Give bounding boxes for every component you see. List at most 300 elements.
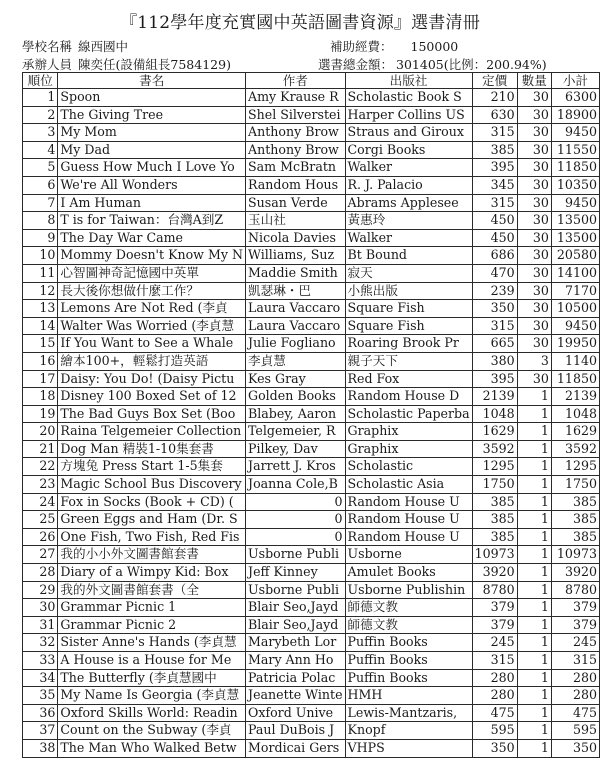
- cell-subtotal: 7170: [551, 282, 599, 300]
- cell-title: We're All Wonders: [58, 176, 246, 194]
- cell-price: 395: [472, 370, 517, 388]
- cell-subtotal: 14100: [551, 264, 599, 282]
- cell-publisher: 黃惠玲: [345, 212, 472, 230]
- cell-rank: 1: [23, 89, 58, 107]
- cell-rank: 17: [23, 370, 58, 388]
- cell-publisher: Knopf: [345, 722, 472, 740]
- cell-title: 方塊兔 Press Start 1-5集套: [58, 458, 246, 476]
- cell-title: Walter Was Worried (李貞慧: [58, 317, 246, 335]
- cell-quantity: 30: [517, 124, 551, 142]
- table-row: [23, 124, 600, 142]
- cell-price: 450: [472, 212, 517, 230]
- cell-title: Spoon: [58, 89, 246, 107]
- cell-publisher: Random House U: [345, 528, 472, 546]
- cell-author: Jarrett J. Kros: [246, 458, 346, 476]
- cell-title: Oxford Skills World: Readin: [58, 704, 246, 722]
- cell-subtotal: 3592: [551, 440, 599, 458]
- cell-title: 我的小小外文圖書館套書: [58, 546, 246, 564]
- cell-title: The Bad Guys Box Set (Boo: [58, 405, 246, 423]
- table-row: [23, 264, 600, 282]
- cell-subtotal: 385: [551, 528, 599, 546]
- cell-title: 繪本100+，輕鬆打造英語: [58, 352, 246, 370]
- table-row: [23, 176, 600, 194]
- cell-price: 379: [472, 616, 517, 634]
- table-row: [23, 722, 600, 740]
- cell-author: Oxford Unive: [246, 704, 346, 722]
- cell-publisher: Puffin Books: [345, 669, 472, 687]
- total-value: 301405(比例：200.94%): [396, 57, 547, 72]
- cell-quantity: 1: [517, 493, 551, 511]
- cell-price: 379: [472, 599, 517, 617]
- cell-quantity: 30: [517, 229, 551, 247]
- cell-author: Telgemeier, R: [246, 423, 346, 441]
- cell-author: Mary Ann Ho: [246, 652, 346, 670]
- cell-rank: 36: [23, 704, 58, 722]
- cell-subtotal: 11850: [551, 370, 599, 388]
- cell-price: 385: [472, 141, 517, 159]
- cell-price: 1048: [472, 405, 517, 423]
- cell-title: If You Want to See a Whale: [58, 335, 246, 353]
- cell-price: 245: [472, 634, 517, 652]
- cell-rank: 29: [23, 581, 58, 599]
- cell-publisher: Scholastic: [345, 458, 472, 476]
- cell-quantity: 30: [517, 89, 551, 107]
- cell-author: 0: [246, 528, 346, 546]
- cell-quantity: 30: [517, 106, 551, 124]
- subsidy-value: 150000: [410, 39, 459, 54]
- cell-rank: 13: [23, 300, 58, 318]
- cell-publisher: Straus and Giroux: [345, 124, 472, 142]
- cell-title: Grammar Picnic 1: [58, 599, 246, 617]
- cell-price: 1629: [472, 423, 517, 441]
- cell-title: The Man Who Walked Betw: [58, 739, 246, 757]
- cell-publisher: Lewis-Mantzaris,: [345, 704, 472, 722]
- table-row: [23, 159, 600, 177]
- cell-quantity: 30: [517, 194, 551, 212]
- cell-quantity: 1: [517, 564, 551, 582]
- cell-title: Grammar Picnic 2: [58, 616, 246, 634]
- cell-quantity: 30: [517, 317, 551, 335]
- cell-author: Random Hous: [246, 176, 346, 194]
- header-price: 定價: [472, 73, 517, 89]
- cell-author: Usborne Publi: [246, 581, 346, 599]
- cell-author: Jeanette Winte: [246, 687, 346, 705]
- cell-author: Julie Fogliano: [246, 335, 346, 353]
- cell-title: Sister Anne's Hands (李貞慧: [58, 634, 246, 652]
- cell-quantity: 1: [517, 458, 551, 476]
- table-body: [23, 89, 600, 758]
- cell-price: 315: [472, 194, 517, 212]
- cell-price: 595: [472, 722, 517, 740]
- cell-publisher: Random House U: [345, 493, 472, 511]
- cell-quantity: 30: [517, 370, 551, 388]
- cell-publisher: Bt Bound: [345, 247, 472, 265]
- handler-label: 承辦人員: [22, 57, 73, 72]
- cell-price: 315: [472, 652, 517, 670]
- cell-publisher: VHPS: [345, 739, 472, 757]
- cell-quantity: 1: [517, 652, 551, 670]
- cell-price: 8780: [472, 581, 517, 599]
- cell-title: 長大後你想做什麼工作？: [58, 282, 246, 300]
- cell-price: 475: [472, 704, 517, 722]
- table-row: [23, 581, 600, 599]
- handler-value: 陳奕任(設備組長7584129): [78, 57, 231, 72]
- cell-quantity: 1: [517, 687, 551, 705]
- school-info: [22, 37, 128, 55]
- cell-quantity: 1: [517, 616, 551, 634]
- cell-title: One Fish, Two Fish, Red Fis: [58, 528, 246, 546]
- cell-author: Laura Vaccaro: [246, 317, 346, 335]
- cell-price: 280: [472, 669, 517, 687]
- cell-publisher: Puffin Books: [345, 634, 472, 652]
- cell-publisher: 師德文教: [345, 616, 472, 634]
- cell-subtotal: 6300: [551, 89, 599, 107]
- header-author: 作者: [246, 73, 346, 89]
- cell-title: Fox in Socks (Book + CD) (: [58, 493, 246, 511]
- cell-title: The Day War Came: [58, 229, 246, 247]
- cell-title: Raina Telgemeier Collection: [58, 423, 246, 441]
- table-row: [23, 388, 600, 406]
- book-list-table: [22, 72, 600, 758]
- cell-quantity: 1: [517, 704, 551, 722]
- cell-price: 380: [472, 352, 517, 370]
- cell-author: Laura Vaccaro: [246, 300, 346, 318]
- cell-title: The Giving Tree: [58, 106, 246, 124]
- cell-rank: 38: [23, 739, 58, 757]
- table-row: [23, 493, 600, 511]
- cell-author: 0: [246, 493, 346, 511]
- table-row: [23, 546, 600, 564]
- subsidy-label: 補助經費：: [330, 39, 393, 54]
- cell-publisher: R. J. Palacio: [345, 176, 472, 194]
- cell-quantity: 30: [517, 335, 551, 353]
- cell-subtotal: 20580: [551, 247, 599, 265]
- cell-subtotal: 280: [551, 669, 599, 687]
- cell-author: Usborne Publi: [246, 546, 346, 564]
- cell-subtotal: 475: [551, 704, 599, 722]
- header-title: 書名: [58, 73, 246, 89]
- header-quantity: 數量: [517, 73, 551, 89]
- cell-subtotal: 2139: [551, 388, 599, 406]
- cell-quantity: 1: [517, 388, 551, 406]
- cell-author: Kes Gray: [246, 370, 346, 388]
- cell-rank: 14: [23, 317, 58, 335]
- table-row: [23, 352, 600, 370]
- table-row: [23, 739, 600, 757]
- cell-publisher: 寂天: [345, 264, 472, 282]
- cell-rank: 2: [23, 106, 58, 124]
- cell-publisher: Graphix: [345, 440, 472, 458]
- cell-title: Count on the Subway (李貞: [58, 722, 246, 740]
- cell-rank: 11: [23, 264, 58, 282]
- cell-publisher: Square Fish: [345, 300, 472, 318]
- cell-price: 450: [472, 229, 517, 247]
- table-row: [23, 229, 600, 247]
- table-row: [23, 247, 600, 265]
- total-info: [318, 55, 547, 73]
- cell-author: Marybeth Lor: [246, 634, 346, 652]
- cell-publisher: Random House U: [345, 511, 472, 529]
- cell-quantity: 30: [517, 282, 551, 300]
- cell-quantity: 1: [517, 440, 551, 458]
- total-label: 選書總金額：: [318, 57, 394, 72]
- cell-price: 3920: [472, 564, 517, 582]
- cell-author: Blair Seo,Jayd: [246, 599, 346, 617]
- cell-quantity: 1: [517, 581, 551, 599]
- cell-subtotal: 8780: [551, 581, 599, 599]
- cell-quantity: 30: [517, 247, 551, 265]
- cell-author: Nicola Davies: [246, 229, 346, 247]
- cell-subtotal: 10500: [551, 300, 599, 318]
- cell-rank: 21: [23, 440, 58, 458]
- cell-quantity: 30: [517, 300, 551, 318]
- cell-publisher: Amulet Books: [345, 564, 472, 582]
- cell-publisher: Scholastic Asia: [345, 476, 472, 494]
- cell-quantity: 30: [517, 176, 551, 194]
- cell-rank: 34: [23, 669, 58, 687]
- cell-author: Anthony Brow: [246, 141, 346, 159]
- table-row: [23, 300, 600, 318]
- cell-title: A House is a House for Me: [58, 652, 246, 670]
- cell-price: 385: [472, 528, 517, 546]
- cell-rank: 35: [23, 687, 58, 705]
- cell-price: 686: [472, 247, 517, 265]
- cell-publisher: Usborne: [345, 546, 472, 564]
- cell-publisher: Abrams Applesee: [345, 194, 472, 212]
- table-header-row: [23, 73, 600, 89]
- cell-author: Blair Seo,Jayd: [246, 616, 346, 634]
- cell-publisher: Random House D: [345, 388, 472, 406]
- cell-quantity: 30: [517, 264, 551, 282]
- table-row: [23, 652, 600, 670]
- cell-publisher: Walker: [345, 229, 472, 247]
- cell-title: My Mom: [58, 124, 246, 142]
- cell-rank: 3: [23, 124, 58, 142]
- cell-price: 345: [472, 176, 517, 194]
- cell-subtotal: 595: [551, 722, 599, 740]
- table-row: [23, 423, 600, 441]
- cell-title: Disney 100 Boxed Set of 12: [58, 388, 246, 406]
- cell-publisher: Graphix: [345, 423, 472, 441]
- cell-subtotal: 11550: [551, 141, 599, 159]
- header-rank: 順位: [23, 73, 58, 89]
- table-row: [23, 669, 600, 687]
- cell-publisher: Puffin Books: [345, 652, 472, 670]
- cell-price: 2139: [472, 388, 517, 406]
- cell-rank: 25: [23, 511, 58, 529]
- cell-rank: 10: [23, 247, 58, 265]
- cell-subtotal: 315: [551, 652, 599, 670]
- cell-subtotal: 1048: [551, 405, 599, 423]
- cell-rank: 15: [23, 335, 58, 353]
- cell-subtotal: 13500: [551, 229, 599, 247]
- cell-subtotal: 245: [551, 634, 599, 652]
- table-row: [23, 370, 600, 388]
- cell-quantity: 1: [517, 634, 551, 652]
- cell-rank: 5: [23, 159, 58, 177]
- cell-rank: 4: [23, 141, 58, 159]
- table-row: [23, 89, 600, 107]
- cell-author: Golden Books: [246, 388, 346, 406]
- cell-title: Guess How Much I Love Yo: [58, 159, 246, 177]
- cell-author: Jeff Kinney: [246, 564, 346, 582]
- cell-subtotal: 9450: [551, 124, 599, 142]
- table-row: [23, 528, 600, 546]
- table-row: [23, 511, 600, 529]
- cell-quantity: 30: [517, 159, 551, 177]
- cell-publisher: 親子天下: [345, 352, 472, 370]
- cell-subtotal: 1140: [551, 352, 599, 370]
- table-row: [23, 564, 600, 582]
- cell-quantity: 1: [517, 405, 551, 423]
- cell-subtotal: 1629: [551, 423, 599, 441]
- cell-title: My Name Is Georgia (李貞慧: [58, 687, 246, 705]
- cell-publisher: Red Fox: [345, 370, 472, 388]
- cell-author: Sam McBratn: [246, 159, 346, 177]
- cell-subtotal: 11850: [551, 159, 599, 177]
- table-row: [23, 458, 600, 476]
- table-row: [23, 141, 600, 159]
- cell-publisher: Usborne Publishin: [345, 581, 472, 599]
- cell-author: 李貞慧: [246, 352, 346, 370]
- cell-publisher: HMH: [345, 687, 472, 705]
- cell-subtotal: 9450: [551, 317, 599, 335]
- cell-subtotal: 379: [551, 599, 599, 617]
- subsidy-info: [330, 37, 458, 55]
- cell-rank: 33: [23, 652, 58, 670]
- cell-price: 1750: [472, 476, 517, 494]
- cell-rank: 6: [23, 176, 58, 194]
- cell-author: 凱瑟琳・巴: [246, 282, 346, 300]
- cell-quantity: 1: [517, 546, 551, 564]
- cell-price: 395: [472, 159, 517, 177]
- cell-publisher: Harper Collins US: [345, 106, 472, 124]
- cell-quantity: 1: [517, 511, 551, 529]
- cell-subtotal: 10350: [551, 176, 599, 194]
- cell-subtotal: 9450: [551, 194, 599, 212]
- table-row: [23, 106, 600, 124]
- cell-quantity: 30: [517, 212, 551, 230]
- cell-quantity: 30: [517, 141, 551, 159]
- cell-author: Mordicai Gers: [246, 739, 346, 757]
- cell-publisher: Scholastic Paperba: [345, 405, 472, 423]
- cell-subtotal: 18900: [551, 106, 599, 124]
- cell-publisher: Corgi Books: [345, 141, 472, 159]
- cell-title: Lemons Are Not Red (李貞: [58, 300, 246, 318]
- cell-price: 3592: [472, 440, 517, 458]
- cell-rank: 9: [23, 229, 58, 247]
- cell-price: 385: [472, 511, 517, 529]
- cell-author: Susan Verde: [246, 194, 346, 212]
- cell-title: Green Eggs and Ham (Dr. S: [58, 511, 246, 529]
- cell-subtotal: 280: [551, 687, 599, 705]
- cell-title: I Am Human: [58, 194, 246, 212]
- cell-rank: 30: [23, 599, 58, 617]
- cell-rank: 19: [23, 405, 58, 423]
- cell-author: Patricia Polac: [246, 669, 346, 687]
- cell-publisher: Walker: [345, 159, 472, 177]
- cell-subtotal: 350: [551, 739, 599, 757]
- cell-publisher: 師德文教: [345, 599, 472, 617]
- table-row: [23, 616, 600, 634]
- cell-title: My Dad: [58, 141, 246, 159]
- cell-subtotal: 379: [551, 616, 599, 634]
- cell-price: 315: [472, 124, 517, 142]
- cell-author: Paul DuBois J: [246, 722, 346, 740]
- cell-quantity: 1: [517, 528, 551, 546]
- cell-subtotal: 1295: [551, 458, 599, 476]
- table-row: [23, 317, 600, 335]
- cell-price: 385: [472, 493, 517, 511]
- cell-price: 1295: [472, 458, 517, 476]
- table-row: [23, 476, 600, 494]
- document-title: 『112學年度充實國中英語圖書資源』選書清冊: [120, 13, 480, 33]
- cell-author: 0: [246, 511, 346, 529]
- cell-title: Dog Man 精裝1-10集套書: [58, 440, 246, 458]
- cell-price: 350: [472, 739, 517, 757]
- cell-publisher: Scholastic Book S: [345, 89, 472, 107]
- cell-rank: 18: [23, 388, 58, 406]
- cell-author: Joanna Cole,B: [246, 476, 346, 494]
- table-row: [23, 282, 600, 300]
- cell-price: 350: [472, 300, 517, 318]
- school-value: 線西國中: [78, 39, 129, 54]
- cell-quantity: 3: [517, 352, 551, 370]
- cell-subtotal: 385: [551, 493, 599, 511]
- cell-quantity: 1: [517, 476, 551, 494]
- cell-subtotal: 1750: [551, 476, 599, 494]
- cell-rank: 31: [23, 616, 58, 634]
- cell-rank: 37: [23, 722, 58, 740]
- cell-publisher: Roaring Brook Pr: [345, 335, 472, 353]
- table-row: [23, 405, 600, 423]
- cell-title: Daisy: You Do! (Daisy Pictu: [58, 370, 246, 388]
- cell-price: 630: [472, 106, 517, 124]
- cell-author: Amy Krause R: [246, 89, 346, 107]
- cell-rank: 16: [23, 352, 58, 370]
- cell-quantity: 1: [517, 722, 551, 740]
- table-row: [23, 440, 600, 458]
- cell-rank: 23: [23, 476, 58, 494]
- cell-subtotal: 19950: [551, 335, 599, 353]
- table-row: [23, 212, 600, 230]
- cell-rank: 27: [23, 546, 58, 564]
- cell-price: 239: [472, 282, 517, 300]
- cell-rank: 8: [23, 212, 58, 230]
- cell-rank: 12: [23, 282, 58, 300]
- cell-author: 玉山社: [246, 212, 346, 230]
- cell-title: Diary of a Wimpy Kid: Box: [58, 564, 246, 582]
- cell-subtotal: 3920: [551, 564, 599, 582]
- cell-author: Anthony Brow: [246, 124, 346, 142]
- header-subtotal: 小計: [551, 73, 599, 89]
- cell-title: 心智圖神奇記憶國中英單: [58, 264, 246, 282]
- table-row: [23, 704, 600, 722]
- cell-author: Williams, Suz: [246, 247, 346, 265]
- cell-subtotal: 385: [551, 511, 599, 529]
- cell-publisher: Square Fish: [345, 317, 472, 335]
- cell-rank: 22: [23, 458, 58, 476]
- cell-subtotal: 13500: [551, 212, 599, 230]
- table-row: [23, 599, 600, 617]
- cell-title: 我的外文圖書館套書（全: [58, 581, 246, 599]
- cell-title: Magic School Bus Discovery: [58, 476, 246, 494]
- cell-title: The Butterfly (李貞慧國中: [58, 669, 246, 687]
- cell-author: Blabey, Aaron: [246, 405, 346, 423]
- school-label: 學校名稱: [22, 39, 73, 54]
- cell-title: Mommy Doesn't Know My N: [58, 247, 246, 265]
- cell-price: 315: [472, 317, 517, 335]
